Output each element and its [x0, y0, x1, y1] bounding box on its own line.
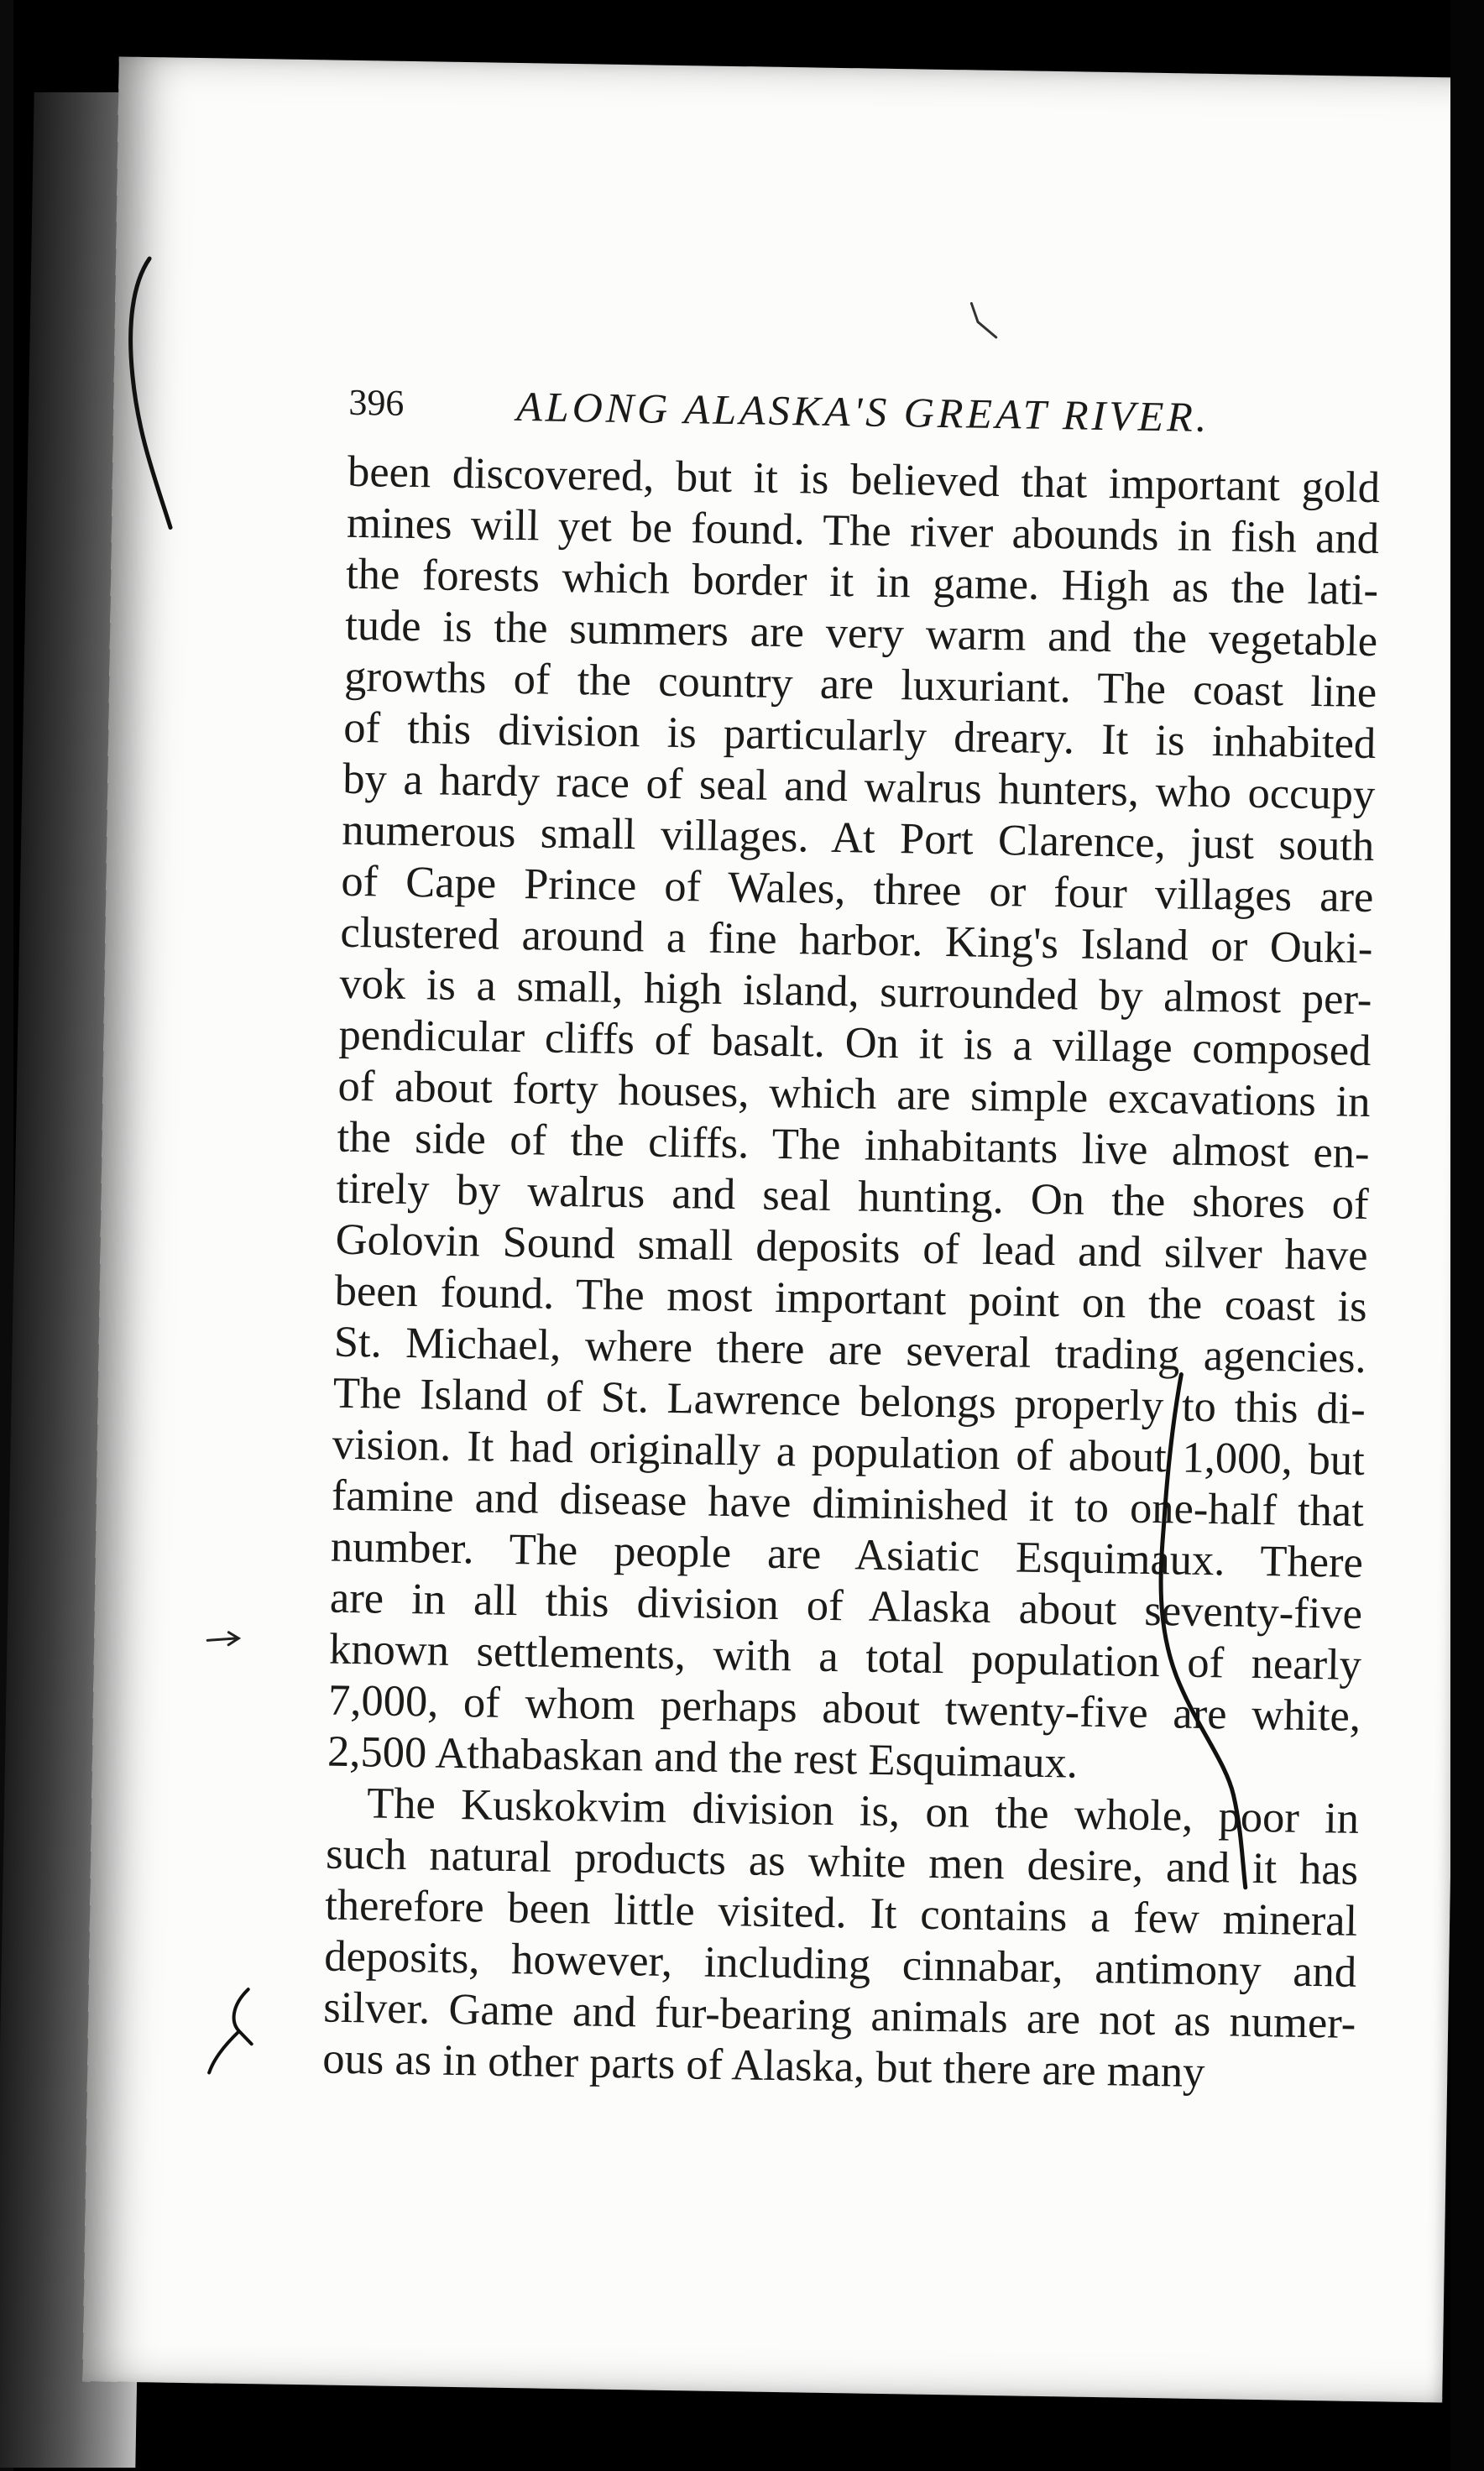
text-line: pendicular cliffs of basalt. On it is a village composed — [338, 1010, 1372, 1076]
text-line: silver. Game and fur-bearing animals are not as numer- — [322, 1983, 1356, 2048]
text-line: the forests which border it in game. High as the lati- — [345, 549, 1379, 615]
text-line: St. Michael, where there are several trading agencies. — [333, 1317, 1367, 1382]
text-line: vision. It had originally a population of about 1,000, but — [332, 1419, 1366, 1485]
text-line: 2,500 Athabaskan and the rest Esquimaux. — [327, 1727, 1079, 1788]
text-line: are in all this division of Alaska about seventy-five — [329, 1573, 1363, 1638]
page-number: 396 — [348, 381, 405, 424]
text-line: numerous small villages. At Port Clarence, just south — [341, 805, 1375, 871]
body-text — [322, 447, 1381, 2101]
text-line: Golovin Sound small deposits of lead and silver have — [335, 1215, 1369, 1280]
text-line: The Kuskokvim division is, on the whole, poor in — [366, 1779, 1360, 1843]
text-line: of this division is particularly dreary. It is inhabited — [342, 703, 1377, 769]
text-line: famine and disease have diminished it to one-half that — [331, 1471, 1365, 1536]
pencil-margin-mark — [205, 1980, 274, 2082]
text-line: such natural products as white men desire, and it has — [325, 1829, 1359, 1894]
book-page — [82, 56, 1478, 2402]
text-line: The Island of St. Lawrence belongs properly to this di- — [332, 1368, 1366, 1434]
text-line: number. The people are Asiatic Esquimaux. There — [330, 1522, 1364, 1587]
stray-mark-arrow — [203, 1627, 253, 1653]
text-line: vok is a small, high island, surrounded by almost per- — [339, 959, 1372, 1025]
text-line: by a hardy race of seal and walrus hunters, who occupy — [342, 754, 1376, 820]
running-head-title: ALONG ALASKA'S GREAT RIVER. — [515, 382, 1210, 441]
text-line: tude is the summers are very warm and the vegetable — [344, 600, 1378, 666]
text-line: known settlements, with a total population of nearly — [328, 1624, 1362, 1690]
text-line: of Cape Prince of Wales, three or four villages are — [341, 856, 1374, 922]
text-line: therefore been little visited. It contains a few mineral — [324, 1880, 1358, 1946]
text-line: tirely by walrus and seal hunting. On the shores of — [336, 1163, 1370, 1229]
text-line: growths of the country are luxuriant. The coast line — [343, 651, 1377, 718]
text-line: been found. The most important point on the coast is — [334, 1266, 1368, 1331]
stray-mark — [963, 296, 1014, 347]
text-line: 7,000, of whom perhaps about twenty-five are white, — [327, 1675, 1361, 1741]
running-head — [348, 371, 1390, 454]
text-line: deposits, however, including cinnabar, antimony and — [323, 1931, 1357, 1997]
text-line: ous as in other parts of Alaska, but there are many — [321, 2034, 1205, 2097]
text-line: the side of the cliffs. The inhabitants live almost en- — [337, 1112, 1370, 1178]
text-line: clustered around a fine harbor. King's Island or Ouki- — [340, 907, 1373, 974]
text-line: been discovered, but it is believed that important gold — [347, 447, 1381, 513]
page-right-edge — [1450, 0, 1484, 2471]
text-line: of about forty houses, which are simple excavations in — [337, 1061, 1371, 1127]
text-line: mines will yet be found. The river abounds in fish and — [346, 498, 1380, 564]
